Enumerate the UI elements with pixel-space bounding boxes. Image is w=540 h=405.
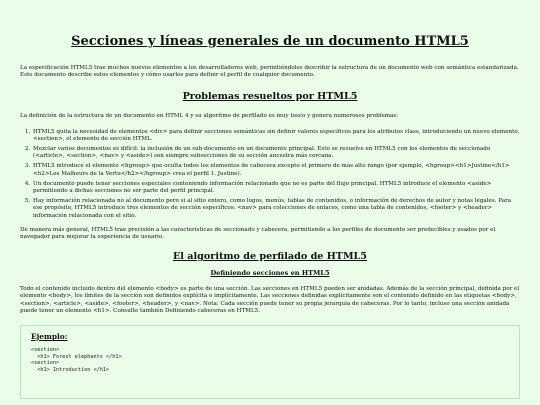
example-title: Ejemplo:: [31, 332, 68, 342]
code-block: <section> <h1> Forest elephants </h1> <section> <h1> Introduction </h1>: [31, 347, 122, 373]
problems-list: [20, 129, 520, 220]
list-item: 5. Hay información relacionada no al documento pero si al sitio entero, como logos, menús, tablas de contenidos, o información de derechos de autor y notas legales. Para ese propósito, HTML5 introduce tres elementos de sección específicos: <nav> para colecciones de enlaces, como una tabla de contenidos, <footer> y <header> información relacionada con el sitio.: [32, 198, 520, 220]
algorithm-heading: El algoritmo de perfilado de HTML5: [173, 251, 367, 263]
algorithm-paragraph: Todo el contenido incluido dentro del elemento <body> es parte de una sección. Las secciones en HTML5 pueden ser anidadas. Además de la sección principal, definida por el elemento <body>, los límites de la sección son definidos explícita o implícitamente. Las secciones definidas explícitamente son el contenido definido en las etiquetas <body>, <section>, <article>, <aside>, <footer>, <header>, y <nav>. Nota: Cada sección puede tener su propia jerarquía de cabeceras. Por lo tanto, incluso una sección anidada puede tener un elemento <h1>. Consulte también Definiendo cabeceras en HTML5.: [20, 286, 520, 314]
sections-subheading: Definiendo secciones en HTML5: [210, 269, 330, 278]
problems-heading: Problemas resueltos por HTML5: [182, 91, 358, 103]
list-item: 4. Un documento puede tener secciones especiales conteniendo información relacionado que no es parte del flujo principal. HTML5 introduce el elemento <aside> permitiendo a dichas secciones no ser parte del perfil principal.: [32, 181, 520, 195]
intro-paragraph: La especificación HTML5 trae muchos nuevos elementos a los desarrolladores web, permitiéndoles describir la estructura de un documento web con semántica estandarizada. Este documento describe estos elementos y cómo usarlos para definir el perfil de cualquier documento.: [20, 65, 519, 79]
page-title: Secciones y líneas generales de un documento HTML5: [71, 34, 469, 49]
problems-conclusion: De manera más general, HTML5 trae precisión a las características de seccionado y cabecera, permitiendo a los perfiles de documento ser predecibles y usados por el navegador para mejorar la experiencia de usuario.: [20, 226, 496, 241]
list-item: 2. Mezclar varios documentos es difícil: la inclusión de un sub-documento en un documento principal. Esto se resuelve en HTML5 con los elementos de seccionado (<article>, <section>, <nav> y <aside>) son siempre subsecciones de su sección ancestra más cercana.: [32, 146, 520, 160]
list-item: 1. HTML5 quita la necesidad de elementos <div> para definir secciones semánticas sin definir valores específicos para los atributos class, introduciendo un nuevo elemento, <section>, el elemento de sección HTML.: [32, 129, 520, 143]
example-box: [20, 325, 520, 399]
problems-lead: La definición de la estructura de un documento en HTML 4 y su algoritmo de perfilado es muy tosco y genera numerosos problemas:: [20, 113, 399, 120]
list-item: 3. HTML5 introduce el elemento <hgroup> que oculta todos los elementos de cabecera excepto el primero de más alto rango (por ejemplo, <hgroup><h1>Justine</h1><h2>Les Malheurs de la Vertu</h2></hgroup> crea el perfil 1. Justine).: [32, 163, 520, 177]
